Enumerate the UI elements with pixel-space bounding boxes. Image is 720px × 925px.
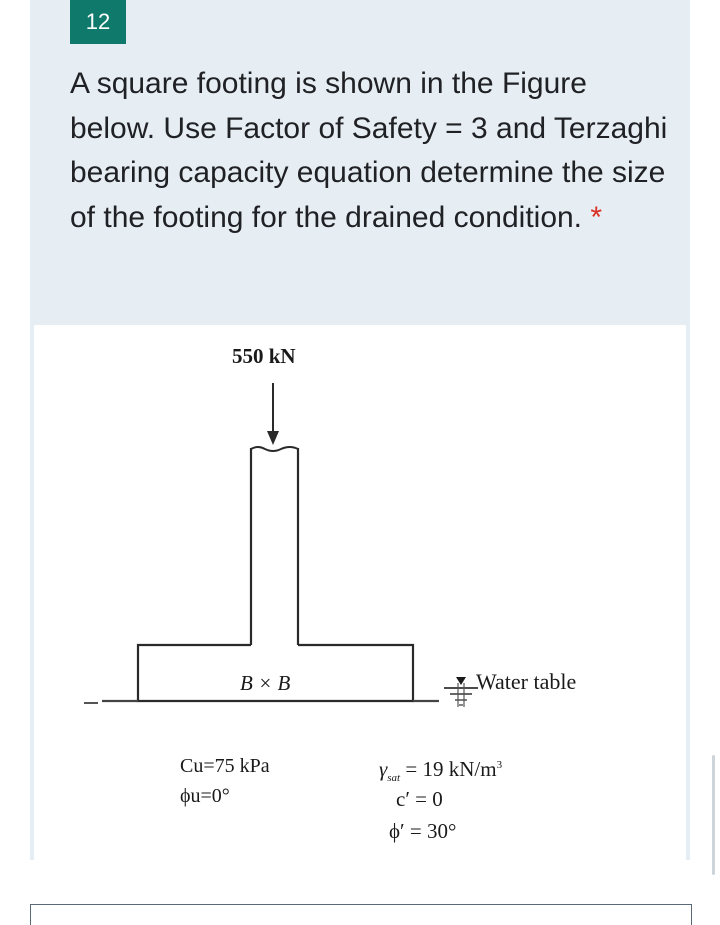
footing-figure: [34, 325, 686, 860]
question-text-block: [70, 62, 670, 240]
question-text: A square footing is shown in the Figure below. Use Factor of Safety = 3 and Terzaghi bearing capacity equation determine the size of the footing for the drained condition.: [70, 67, 668, 234]
phi-u-label: ϕu=0°: [180, 785, 230, 807]
required-marker: *: [590, 200, 603, 234]
next-question-card: [30, 904, 692, 925]
gamma-sat-row: [379, 757, 502, 784]
column-break-line: [251, 447, 298, 451]
load-arrow-head: [267, 431, 279, 445]
phi-prime-label: ϕ′ = 30°: [389, 819, 457, 843]
cu-label: Cu=75 kPa: [180, 755, 270, 777]
footing-diagram: [34, 325, 686, 860]
load-label: 550 kN: [232, 344, 296, 368]
c-prime-label: c′ = 0: [396, 787, 443, 811]
gamma-value: = 19 kN/m: [405, 757, 497, 781]
question-number-badge: [70, 0, 126, 44]
question-number: 12: [85, 9, 111, 34]
gamma-unit-exponent: 3: [496, 759, 503, 771]
gamma-subscript: sat: [387, 772, 401, 785]
water-table-label: Water table: [476, 669, 577, 694]
gamma-symbol: γ: [379, 757, 388, 781]
footing-size-label: B × B: [240, 671, 291, 695]
scrollbar[interactable]: [712, 755, 715, 875]
